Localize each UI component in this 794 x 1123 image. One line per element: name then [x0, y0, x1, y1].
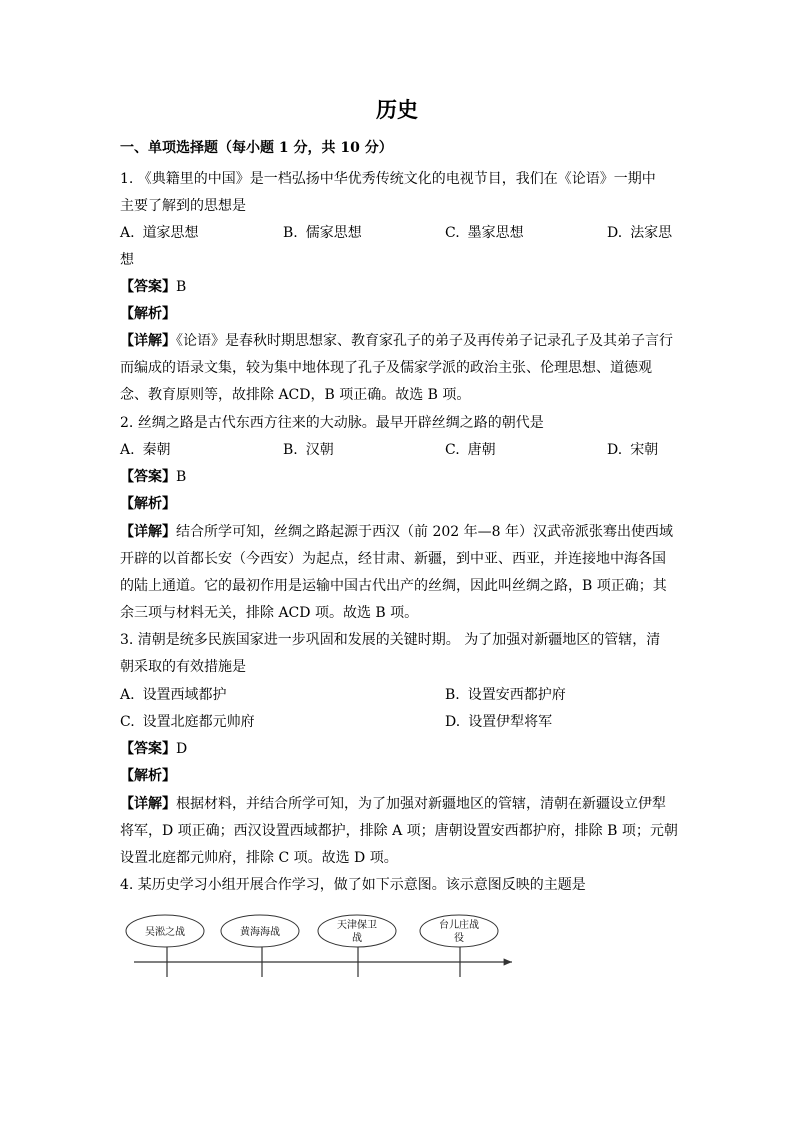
q3-detail-line-1: 【详解】根据材料，并结合所学可知，为了加强对新疆地区的管辖，清朝在新疆设立伊犁: [120, 796, 666, 812]
timeline-diagram: [0, 905, 794, 995]
q3-option-d[interactable]: D. 设置伊犁将军: [445, 714, 553, 730]
q3-stem-line-2: 朝采取的有效措施是: [120, 659, 246, 675]
timeline-event-1: [126, 915, 204, 977]
q1-option-a[interactable]: A. 道家思想: [120, 225, 199, 241]
q1-detail-line-1: 【详解】《论语》是春秋时期思想家、教育家孔子的弟子及再传弟子记录孔子及其弟子言行: [120, 333, 673, 349]
q3-option-b[interactable]: B. 设置安西都护府: [445, 687, 566, 703]
timeline-event-2: [221, 915, 299, 977]
event-label: 台儿庄战: [439, 920, 479, 931]
q2-option-c[interactable]: C. 唐朝: [445, 442, 496, 458]
q2-analysis-label: 【解析】: [120, 496, 176, 512]
q2-detail-line-4: 余三项与材料无关，排除 ACD 项。故选 B 项。: [120, 605, 419, 621]
q1-detail-line-3: 念、教育原则等，故排除 ACD，B 项正确。故选 B 项。: [120, 387, 471, 403]
q1-analysis-label: 【解析】: [120, 306, 176, 322]
q3-detail-line-2: 将军，D 项正确；西汉设置西域都护，排除 A 项；唐朝设置安西都护府，排除 B 项；元朝: [120, 823, 678, 839]
q2-option-a[interactable]: A. 秦朝: [120, 442, 171, 458]
q1-stem-line-2: 主要了解到的思想是: [120, 198, 246, 214]
q2-answer: 【答案】B: [120, 469, 187, 485]
q2-detail-line-2: 开辟的以首都长安（今西安）为起点，经甘肃、新疆，到中亚、西亚，并连接地中海各国: [120, 551, 666, 567]
event-label: 战: [352, 933, 362, 944]
q2-detail-line-3: 的陆上通道。它的最初作用是运输中国古代出产的丝绸，因此叫丝绸之路，B 项正确；其: [120, 578, 667, 594]
q3-answer: 【答案】D: [120, 741, 188, 757]
q3-detail-line-3: 设置北庭都元帅府，排除 C 项。故选 D 项。: [120, 850, 398, 866]
event-label: 天津保卫: [337, 920, 377, 931]
q1-stem-line-1: 1. 《典籍里的中国》是一档弘扬中华优秀传统文化的电视节目，我们在《论语》一期中: [120, 171, 656, 187]
event-label: 吴淞之战: [145, 927, 185, 938]
q2-detail-line-1: 【详解】结合所学可知，丝绸之路起源于西汉（前 202 年—8 年）汉武帝派张骞出使西域: [120, 524, 673, 540]
q2-option-d[interactable]: D. 宋朝: [607, 442, 659, 458]
q1-answer: 【答案】B: [120, 279, 187, 295]
q3-stem-line-1: 3. 清朝是统多民族国家进一步巩固和发展的关键时期。 为了加强对新疆地区的管辖，清: [120, 632, 661, 648]
event-label: 役: [454, 933, 464, 944]
event-label: 黄海海战: [240, 927, 280, 938]
q4-stem-line-1: 4. 某历史学习小组开展合作学习，做了如下示意图。该示意图反映的主题是: [120, 877, 586, 893]
page-title: 历史: [376, 97, 418, 122]
q3-analysis-label: 【解析】: [120, 768, 176, 784]
q1-option-d-wrap: 想: [120, 252, 134, 268]
q1-detail-line-2: 而编成的语录文集，较为集中地体现了孔子及儒家学派的政治主张、伦理思想、道德观: [120, 360, 652, 376]
timeline-event-3: [318, 915, 396, 977]
timeline-event-4: [420, 915, 498, 977]
q3-option-a[interactable]: A. 设置西域都护: [120, 687, 227, 703]
q2-stem-line-1: 2. 丝绸之路是古代东西方往来的大动脉。最早开辟丝绸之路的朝代是: [120, 415, 544, 431]
section-heading: 一、单项选择题（每小题 1 分，共 10 分）: [120, 140, 393, 156]
q1-option-b[interactable]: B. 儒家思想: [283, 225, 362, 241]
q3-option-c[interactable]: C. 设置北庭都元帅府: [120, 714, 255, 730]
q2-option-b[interactable]: B. 汉朝: [283, 442, 334, 458]
q1-option-d[interactable]: D. 法家思: [607, 225, 673, 241]
q1-option-c[interactable]: C. 墨家思想: [445, 225, 524, 241]
